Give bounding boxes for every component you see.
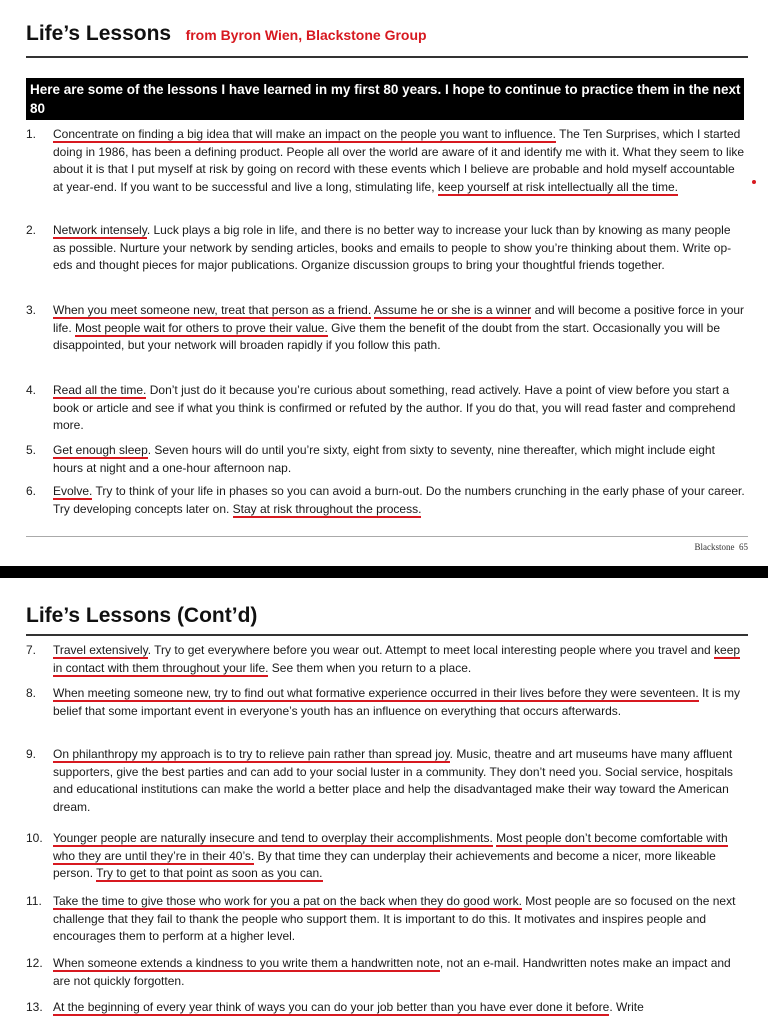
highlighted-phrase: Get enough sleep bbox=[53, 443, 148, 457]
highlighted-phrase: Younger people are naturally insecure and tend to overplay their accomplishments. bbox=[53, 831, 493, 845]
footer-divider bbox=[26, 536, 748, 537]
highlighted-phrase: When meeting someone new, try to find out what formative experience occurred in their lives before they were seventeen. bbox=[53, 686, 699, 700]
footer bbox=[695, 542, 749, 552]
page-title-2: Life’s Lessons (Cont’d) bbox=[26, 604, 258, 627]
lesson-number: 1. bbox=[26, 127, 37, 141]
highlighted-phrase: Stay at risk throughout the process. bbox=[232, 501, 422, 516]
highlighted-phrase: Most people wait for others to prove their value. bbox=[75, 320, 328, 335]
lesson-text-segment: It is my belief that some important event in everyone’s youth has an influence on everything that occurs afterwards. bbox=[53, 686, 741, 718]
highlighted-phrase: Most people don’t become comfortable with who they are until they’re in their 40’s. bbox=[53, 831, 728, 863]
highlighted-phrase: keep yourself at risk intellectually all the time. bbox=[437, 179, 678, 194]
highlighted-phrase: Concentrate on finding a big idea that will make an impact on the people you want to influence. bbox=[53, 127, 556, 141]
lesson-text bbox=[53, 746, 746, 816]
lesson-text bbox=[53, 685, 746, 720]
lesson-text bbox=[53, 955, 746, 990]
lesson-text-segment: . Write bbox=[609, 1000, 644, 1014]
highlighted-phrase: Travel extensively bbox=[53, 643, 148, 657]
lesson-text-segment: . Seven hours will do until you’re sixty, eight from sixty to seventy, nine thereafter, which might include eight hours at night and a one-hour afternoon nap. bbox=[53, 443, 715, 475]
lesson-text-segment: Give them the benefit of the doubt from the start. Occasionally you will be disappointed, but your network will broaden rapidly if you follow this path. bbox=[53, 320, 721, 352]
page-subtitle: from Byron Wien, Blackstone Group bbox=[185, 27, 427, 43]
lesson-text bbox=[53, 222, 746, 275]
lesson-text-segment: and will become a positive force in your life. bbox=[53, 303, 745, 335]
intro-banner: Here are some of the lessons I have learned in my first 80 years. I hope to continue to practice them in the next 80 bbox=[26, 78, 744, 120]
lesson-number: 5. bbox=[26, 443, 37, 457]
page-number: 65 bbox=[739, 542, 748, 552]
lesson-number: 13. bbox=[26, 1000, 43, 1014]
highlighted-phrase: Network intensely bbox=[53, 223, 147, 237]
red-mark bbox=[752, 180, 756, 184]
highlighted-phrase: On philanthropy my approach is to try to relieve pain rather than spread joy bbox=[53, 747, 450, 761]
footer-brand: Blackstone bbox=[694, 542, 735, 552]
title-divider-2 bbox=[26, 634, 748, 636]
lesson-text bbox=[53, 999, 746, 1017]
lesson-number: 12. bbox=[26, 956, 43, 970]
lesson-number: 6. bbox=[26, 484, 37, 498]
lesson-text-segment: Don’t just do it because you’re curious about something, read actively. Have a point of view before you start a book or article and see if what you think is confirmed or refuted by the author. If you do that, you will read faster and comprehend more. bbox=[53, 383, 736, 432]
lesson-text-segment: By that time they can underplay their achievements and become a nicer, more likeable person. bbox=[53, 848, 716, 880]
lesson-text-segment: See them when you return to a place. bbox=[268, 660, 472, 675]
lesson-number: 7. bbox=[26, 643, 37, 657]
lesson-number: 2. bbox=[26, 223, 37, 237]
highlighted-phrase: When someone extends a kindness to you write them a handwritten note bbox=[53, 956, 440, 970]
lesson-number: 9. bbox=[26, 747, 37, 761]
lesson-text bbox=[53, 382, 746, 435]
lesson-text bbox=[53, 442, 746, 477]
page-title-row-2 bbox=[26, 604, 257, 628]
highlighted-phrase: Take the time to give those who work for you a pat on the back when they do good work. bbox=[53, 894, 522, 908]
highlighted-phrase: Evolve. bbox=[53, 484, 93, 498]
lesson-text-segment: . Try to get everywhere before you wear out. Attempt to meet local interesting people where you travel and bbox=[147, 643, 715, 657]
highlighted-phrase: When you meet someone new, treat that person as a friend. bbox=[53, 303, 372, 317]
lesson-number: 10. bbox=[26, 831, 43, 845]
highlighted-phrase: At the beginning of every year think of ways you can do your job better than you have ever done it before bbox=[53, 1000, 610, 1014]
lesson-text bbox=[53, 302, 746, 355]
lesson-text bbox=[53, 642, 746, 677]
lesson-text-segment: . Music, theatre and art museums have many affluent supporters, give the best parties and can add to your social luster in a community. They don’t need you. Social service, hospitals and educational institutions can make the world a better place and help the disadvantaged make their way toward the American dream. bbox=[53, 747, 733, 814]
lesson-number: 11. bbox=[26, 894, 42, 908]
page-separator bbox=[0, 566, 768, 578]
page-title-row bbox=[26, 22, 427, 46]
highlighted-phrase: Read all the time. bbox=[53, 383, 147, 397]
lesson-number: 8. bbox=[26, 686, 37, 700]
lesson-text bbox=[53, 830, 746, 883]
lesson-text-segment: Most people are so focused on the next challenge that they fail to thank the people who support them. It is important to do this. It motivates and inspires people and encourages them to perform at a higher level. bbox=[53, 894, 736, 943]
highlighted-phrase: Try to get to that point as soon as you can. bbox=[96, 866, 323, 880]
lesson-text bbox=[53, 893, 746, 946]
lesson-text bbox=[53, 483, 746, 518]
lesson-text bbox=[53, 126, 746, 196]
lesson-number: 4. bbox=[26, 383, 37, 397]
title-divider bbox=[26, 56, 748, 58]
lesson-text-segment: . Luck plays a big role in life, and there is no better way to increase your luck than by knowing as many people as possible. Nurture your network by sending articles, books and emails to people to show you’re thinking about them. Write op-eds and thought pieces for major publications. Organize discussion groups to bring your thoughtful friends together. bbox=[53, 223, 732, 272]
highlighted-phrase: keep in contact with them throughout your life. bbox=[53, 643, 741, 675]
lesson-text-segment: Try to think of your life in phases so you can avoid a burn-out. Do the numbers crunching in the early phase of your career. Try developing concepts later on. bbox=[53, 484, 745, 516]
lesson-text-segment: The Ten Surprises, which I started doing in 1986, has been a defining product. People all over the world are aware of it and identify me with it. What they seem to like about it is that I put myself at risk by going on record with these events which I believe are probable and hold myself accountable at year-end. If you want to be successful and live a long, stimulating life, bbox=[53, 127, 745, 194]
page-title: Life’s Lessons bbox=[26, 22, 172, 45]
highlighted-phrase: Assume he or she is a winner bbox=[373, 303, 532, 317]
lesson-number: 3. bbox=[26, 303, 37, 317]
lesson-text-segment: , not an e-mail. Handwritten notes make an impact and are not quickly forgotten. bbox=[53, 956, 731, 988]
